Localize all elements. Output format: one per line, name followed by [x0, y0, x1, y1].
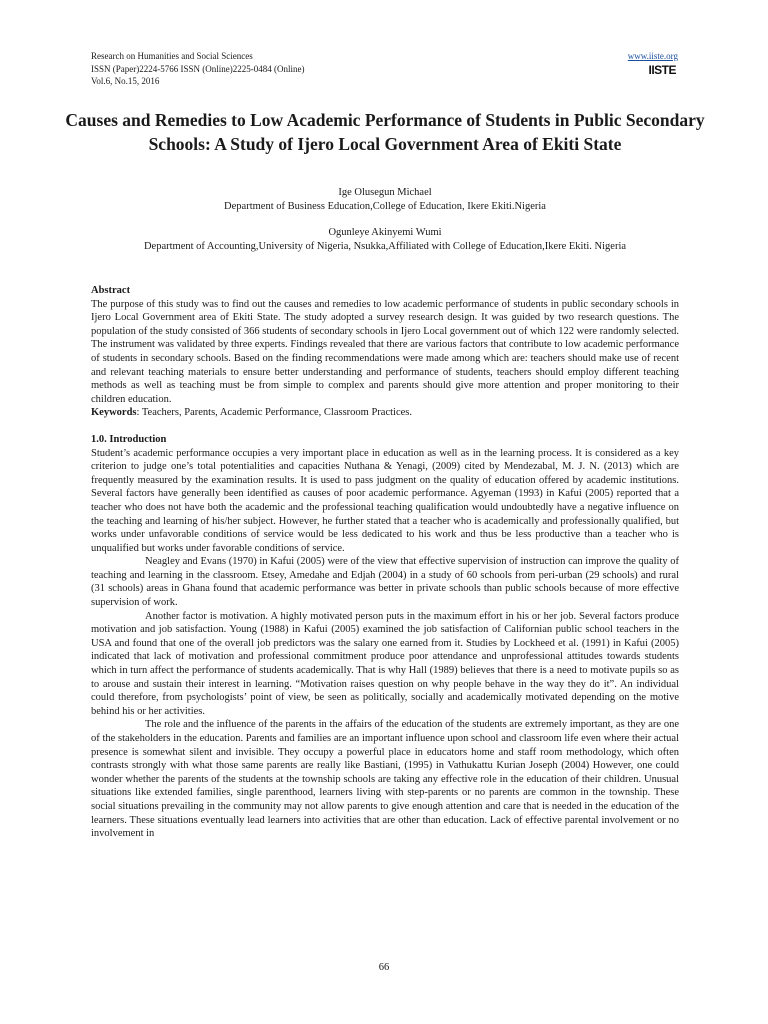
keywords-label: Keywords — [91, 407, 137, 419]
keywords-line — [91, 406, 679, 420]
author-name: Ogunleye Akinyemi Wumi — [328, 227, 442, 238]
author-affiliation: Department of Accounting,University of Nigeria, Nsukka,Affiliated with College of Education,Ikere Ekiti. Nigeria — [143, 240, 627, 252]
author-block — [80, 186, 690, 253]
page-number: 66 — [378, 962, 390, 973]
paragraph: Another factor is motivation. A highly motivated person puts in the maximum effort in his or her job. Several factors produce motivation and job satisfaction. Young (1988) in Kafui (2005) examined the job satisfaction of Californian public school teachers in the USA and found that one of the overall job predictors was the salary one earned from it. Studies by Lockheed et al. (1991) in Kafui (2005) indicated that lack of motivation and professional commitment produce poor attendance and unprofessional attitudes towards students which in turn affect the performance of students academically. That is why Hall (1989) believes that there is a need to motivate pupils so as to arouse and sustain their interest in learning. “Motivation raises question on why people behave in the way they do it”. An individual could therefore, from psychologists’ point of view, be seen as politically, socially and academically motivated depending on the motive behind his or her activities. — [91, 610, 679, 717]
author-name: Ige Olusegun Michael — [338, 187, 432, 198]
iiste-logo: IISTE — [648, 63, 676, 77]
paper-body — [91, 284, 679, 841]
section-heading: 1.0. Introduction — [91, 433, 167, 445]
volume-line: Vol.6, No.15, 2016 — [91, 76, 160, 86]
paragraph: The role and the influence of the parents in the affairs of the education of the students are extremely important, as they are one of the stakeholders in the education. Parents and families are an important influence upon school and classroom life even where their actual presence is somewhat silent and invisible. They occupy a powerful place in educators home and staff room methodology, which often contrasts strongly with what those same parents are really like Bastiani, (1995) in Vathukattu Kurian Joseph (2004) However, one could wonder whether the parents of the students at the township schools are taking any effective role in the education of their children. Unusual situations like extended families, single parenthood, learners living with step-parents or no parents are common in the township. These social situations prevailing in the community may not allow parents to give enough attention and care that is needed in the education of the learners. These situations eventually lead learners into activities that are other than education. Lack of effective parental involvement or no involvement in — [91, 719, 679, 840]
abstract-text: The purpose of this study was to find out the causes and remedies to low academic performance of students in public secondary schools in Ijero Local Government area of Ekiti State. The study adopted a survey research design. It was guided by two research questions. The population of the study consisted of 366 students of secondary schools in Ijero Local government out of which 122 were randomly selected. The instrument was validated by three experts. Findings revealed that there are various factors that contribute to low academic performance of students in secondary schools. Based on the finding recommendations were made among which are: teachers should make use of recent and relevant teaching materials to ensure better understanding and performance of students, teachers should employ different teaching methods as well as teaching must be from simple to complex and parents should give more attention and proper monitoring to their children education. — [91, 298, 679, 405]
journal-url-link[interactable]: www.iiste.org — [627, 51, 678, 61]
issn-line: ISSN (Paper)2224-5766 ISSN (Online)2225-0484 (Online) — [91, 63, 305, 74]
paper-title: Causes and Remedies to Low Academic Performance of Students in Public Secondary Schools: A Study of Ijero Local Government Area of Ekiti State — [65, 110, 705, 154]
paragraph: Neagley and Evans (1970) in Kafui (2005) were of the view that effective supervision of instruction can improve the quality of teaching and learning in the classroom. Etsey, Amedahe and Edjah (2004) in a study of 60 schools from peri-urban (29 schools) and rural (31 schools) areas in Ghana found that academic performance was better in private schools than public schools because of more effective supervision of work. — [91, 556, 679, 609]
abstract-heading: Abstract — [91, 285, 131, 296]
author-affiliation: Department of Business Education,College of Education, Ikere Ekiti.Nigeria — [224, 200, 546, 212]
paragraph: Student’s academic performance occupies a very important place in education as well as in the learning process. It is considered as a key criterion to judge one’s total potentialities and capacities Nuthana & Yenagi, (2009) cited by Mendezabal, M. J. N. (2013) which are frequently measured by the examination results. It is used to pass judgment on the quality of education offered by academic institutions. Several factors have generally been identified as causes of poor academic performance. Agyeman (1993) in Kafui (2005) reported that a teacher who does not have both the academic and the professional teaching qualification would undoubtedly have a negative influence on the teaching and learning of his/her subject. However, he further stated that a teacher who is academically and professionally qualified, but works under unfavorable conditions of service would be less dedicated to his work and thus be less productive than a teacher who is unqualified but works under favorable conditions of service. — [91, 447, 679, 554]
journal-name: Research on Humanities and Social Sciences — [91, 51, 253, 61]
keywords-text: : Teachers, Parents, Academic Performance, Classroom Practices. — [136, 407, 412, 419]
running-header — [91, 50, 679, 88]
